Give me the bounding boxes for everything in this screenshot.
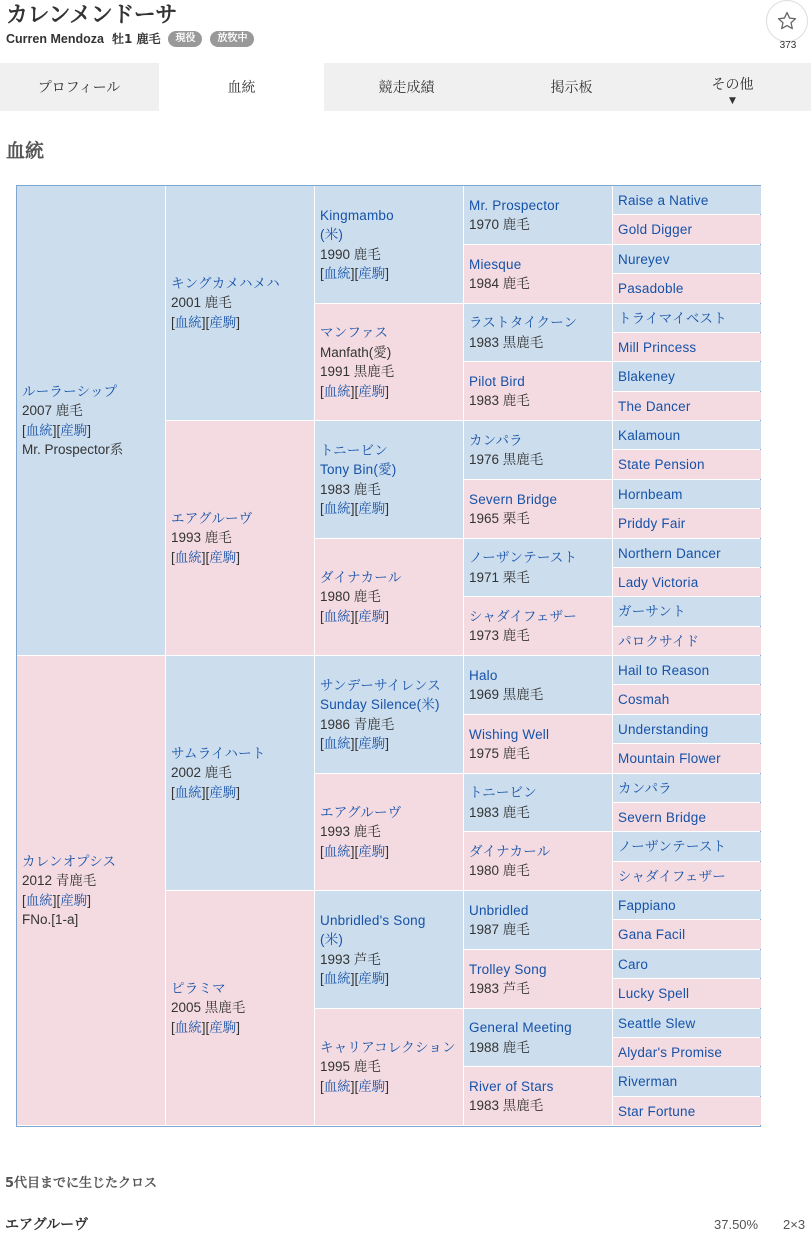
ancestor-name[interactable]: River of Stars — [469, 1078, 554, 1094]
pedigree-table — [16, 185, 761, 1127]
pedigree-cell-g4 — [464, 304, 612, 361]
ancestor-year-color: 1993 鹿毛 — [320, 824, 381, 840]
pedigree-links: [血統][産駒] — [22, 892, 92, 908]
pedigree-link[interactable]: 血統 — [174, 784, 202, 800]
pedigree-cell-g3 — [315, 186, 463, 303]
pedigree-cell-g3 — [315, 891, 463, 1008]
ancestor-year-color: 1984 鹿毛 — [469, 276, 530, 291]
tab-other[interactable] — [654, 63, 811, 111]
ancestor-year-color: 1993 鹿毛 — [171, 530, 232, 546]
offspring-link[interactable]: 産駒 — [358, 501, 386, 516]
offspring-link[interactable]: 産駒 — [209, 784, 237, 800]
pedigree-cell-g5 — [613, 392, 761, 420]
ancestor-name[interactable]: Severn Bridge — [618, 809, 707, 825]
pedigree-cell-g5 — [613, 1067, 761, 1096]
ancestor-year-color: 1991 黒鹿毛 — [320, 364, 395, 379]
pedigree-cell-g5 — [613, 421, 761, 449]
pedigree-cell-g3 — [315, 304, 463, 420]
ancestor-name[interactable]: サムライハート — [171, 745, 266, 761]
ancestor-year-color: 1965 栗毛 — [469, 511, 530, 526]
ancestor-name[interactable]: ダイナカール — [469, 843, 551, 859]
offspring-link[interactable]: 産駒 — [358, 383, 386, 399]
ancestor-name[interactable]: ルーラーシップ — [22, 383, 118, 399]
tab-board-label: 掲示板 — [550, 80, 593, 96]
ancestor-name-alt[interactable]: Sunday Silence(米) — [320, 697, 440, 712]
pedigree-cell-g5 — [613, 685, 761, 714]
chevron-down-icon: ▼ — [729, 96, 736, 106]
ancestor-year-color: 1976 黒鹿毛 — [469, 452, 544, 467]
offspring-link[interactable]: 産駒 — [60, 892, 88, 908]
ancestor-name[interactable]: カンパラ — [469, 432, 523, 448]
ancestor-name[interactable]: Seattle Slew — [618, 1015, 696, 1031]
pedigree-cell-g4 — [464, 891, 612, 949]
pedigree-links: [血統][産駒] — [320, 266, 390, 281]
ancestor-name[interactable]: General Meeting — [469, 1020, 572, 1035]
ancestor-name[interactable]: Fappiano — [618, 897, 676, 913]
cross-percent: 37.50% — [714, 1217, 759, 1232]
offspring-link[interactable]: 産駒 — [209, 314, 237, 330]
ancestor-name[interactable]: ノーザンテースト — [469, 550, 578, 565]
pedigree-cell-g5 — [613, 803, 761, 831]
pedigree-link[interactable]: 血統 — [174, 1019, 202, 1035]
ancestor-year-color: 1971 栗毛 — [469, 569, 530, 585]
ancestor-name[interactable]: Nureyev — [618, 251, 670, 267]
ancestor-name[interactable]: Understanding — [618, 721, 709, 737]
ancestor-name[interactable]: Kingmambo — [320, 207, 394, 223]
ancestor-year-color: 2007 鹿毛 — [22, 403, 83, 418]
pedigree-cell-g4 — [464, 715, 612, 773]
ancestor-name[interactable]: Halo — [469, 667, 498, 683]
ancestor-name[interactable]: シャダイフェザー — [618, 868, 726, 884]
pedigree-link[interactable]: 血統 — [25, 892, 53, 908]
pedigree-links: [血統][産駒] — [320, 501, 390, 516]
ancestor-name[interactable]: カレンオプシス — [22, 853, 117, 869]
ancestor-name[interactable]: Northern Dancer — [618, 545, 721, 561]
pedigree-cell-g5 — [613, 215, 761, 244]
ancestor-name[interactable]: The Dancer — [618, 398, 691, 414]
pedigree-link[interactable]: 血統 — [323, 383, 351, 399]
pedigree-cell-g5 — [613, 186, 761, 214]
ancestor-extra: FNo.[1-a] — [22, 912, 79, 927]
status-badge-active: 現役 — [168, 31, 202, 47]
ancestor-year-color: 1988 鹿毛 — [469, 1039, 530, 1055]
ancestor-year-color: 1973 鹿毛 — [469, 628, 530, 643]
ancestor-name[interactable]: パロクサイド — [618, 633, 700, 649]
page-header — [0, 0, 811, 62]
pedigree-link[interactable]: 血統 — [323, 843, 351, 859]
tab-profile[interactable] — [0, 63, 158, 111]
ancestor-name[interactable]: Kalamoun — [618, 427, 681, 443]
pedigree-cell-g4 — [464, 1009, 612, 1066]
offspring-link[interactable]: 産駒 — [358, 736, 386, 751]
pedigree-link[interactable]: 血統 — [174, 549, 202, 565]
ancestor-name[interactable]: キングカメハメハ — [171, 275, 280, 291]
ancestor-name[interactable]: マンファス — [320, 325, 389, 340]
ancestor-name[interactable]: Riverman — [618, 1074, 678, 1090]
pedigree-cell-g2 — [166, 891, 314, 1125]
horse-name-en: Curren Mendoza — [6, 31, 104, 46]
ancestor-year-color: 1980 鹿毛 — [469, 863, 530, 878]
ancestor-name[interactable]: Alydar's Promise — [618, 1044, 723, 1060]
pedigree-cell-g5 — [613, 1097, 761, 1125]
pedigree-link[interactable]: 血統 — [323, 736, 351, 751]
ancestor-name[interactable]: Wishing Well — [469, 726, 550, 742]
offspring-link[interactable]: 産駒 — [358, 843, 386, 859]
tab-pedigree[interactable] — [159, 63, 324, 111]
pedigree-link[interactable]: 血統 — [174, 314, 202, 330]
pedigree-link[interactable]: 血統 — [323, 501, 351, 516]
pedigree-cell-g5 — [613, 862, 761, 890]
tab-other-label: その他 — [711, 77, 754, 93]
ancestor-year-color: 1983 鹿毛 — [469, 804, 530, 820]
pedigree-cell-g5 — [613, 920, 761, 949]
pedigree-links: [血統][産駒] — [171, 314, 241, 330]
pedigree-cell-g4 — [464, 832, 612, 890]
pedigree-link[interactable]: 血統 — [25, 422, 53, 438]
pedigree-cell-g4 — [464, 480, 612, 538]
ancestor-name[interactable]: Severn Bridge — [469, 491, 558, 507]
pedigree-cell-g5 — [613, 627, 761, 655]
offspring-link[interactable]: 産駒 — [209, 1019, 237, 1035]
ancestor-name[interactable]: ダイナカール — [320, 569, 402, 585]
ancestor-year-color: 1983 黒鹿毛 — [469, 334, 544, 350]
ancestor-name[interactable]: トニービン — [320, 442, 388, 458]
ancestor-name[interactable]: ピラミマ — [171, 980, 226, 996]
pedigree-cell-g5 — [613, 715, 761, 743]
ancestor-name[interactable]: Mill Princess — [618, 339, 697, 355]
pedigree-cell-g4 — [464, 597, 612, 655]
ancestor-name-alt[interactable]: Tony Bin(愛) — [320, 462, 397, 477]
pedigree-cell-g5 — [613, 509, 761, 538]
pedigree-cell-g5 — [613, 274, 761, 303]
pedigree-cell-g2 — [166, 186, 314, 420]
pedigree-cell-g5 — [613, 891, 761, 919]
ancestor-name[interactable]: Raise a Native — [618, 192, 709, 208]
ancestor-name[interactable]: State Pension — [618, 457, 705, 473]
star-icon — [776, 10, 798, 32]
pedigree-cell-g5 — [613, 245, 761, 273]
pedigree-cell-g5 — [613, 832, 761, 861]
tab-race-results-label: 競走成績 — [378, 80, 435, 96]
ancestor-year-color: 2001 鹿毛 — [171, 295, 232, 311]
offspring-link[interactable]: 産駒 — [358, 608, 386, 624]
ancestor-name[interactable]: Unbridled's Song — [320, 912, 426, 928]
pedigree-cell-g5 — [613, 480, 761, 508]
pedigree-link[interactable]: 血統 — [323, 971, 351, 986]
ancestor-name[interactable]: ガーサント — [618, 604, 686, 620]
ancestor-year-color: 1975 鹿毛 — [469, 746, 530, 761]
ancestor-name[interactable]: Pasadoble — [618, 281, 684, 297]
pedigree-links: [血統][産駒] — [320, 608, 390, 624]
ancestor-name[interactable]: トニービン — [469, 785, 537, 800]
ancestor-year-color: 1983 鹿毛 — [320, 481, 381, 497]
horse-sex-color: 牡1 鹿毛 — [111, 32, 161, 46]
pedigree-cell-g5 — [613, 744, 761, 773]
ancestor-name[interactable]: Priddy Fair — [618, 516, 686, 532]
ancestor-year-color: 1995 鹿毛 — [320, 1059, 381, 1075]
ancestor-year-color: 1970 鹿毛 — [469, 217, 530, 232]
ancestor-year-color: 1986 青鹿毛 — [320, 716, 395, 732]
pedigree-cell-g5 — [613, 597, 761, 626]
pedigree-cell-g4 — [464, 362, 612, 420]
tab-bar — [0, 63, 811, 111]
pedigree-cell-g4 — [464, 774, 612, 831]
pedigree-cell-g5 — [613, 1009, 761, 1037]
cross-section-title: 5代目までに生じたクロス — [5, 1176, 158, 1191]
pedigree-links: [血統][産駒] — [171, 549, 241, 565]
tab-race-results[interactable] — [324, 63, 489, 111]
pedigree-links: [血統][産駒] — [320, 736, 390, 751]
pedigree-links: [血統][産駒] — [320, 843, 390, 859]
pedigree-cell-g2 — [166, 656, 314, 890]
ancestor-name[interactable]: Unbridled — [469, 902, 529, 918]
pedigree-cell-g2 — [166, 421, 314, 655]
ancestor-year-color: 2002 鹿毛 — [171, 765, 232, 781]
offspring-link[interactable]: 産駒 — [358, 266, 386, 281]
pedigree-cell-g4 — [464, 950, 612, 1008]
ancestor-name-alt[interactable]: (米) — [320, 227, 344, 242]
offspring-link[interactable]: 産駒 — [209, 549, 237, 565]
pedigree-cell-g4 — [464, 245, 612, 303]
pedigree-cell-g5 — [613, 568, 761, 596]
ancestor-name[interactable]: カンパラ — [618, 780, 672, 796]
horse-subinfo — [6, 30, 254, 47]
ancestor-name[interactable]: エアグルーヴ — [171, 510, 253, 526]
pedigree-cell-g4 — [464, 539, 612, 596]
ancestor-name[interactable]: Star Fortune — [618, 1103, 696, 1119]
pedigree-link[interactable]: 血統 — [323, 1078, 351, 1094]
favorite-count: 373 — [779, 40, 797, 51]
pedigree-cell-g5 — [613, 539, 761, 567]
favorite-button[interactable] — [766, 0, 808, 42]
ancestor-year-color: 1969 黒鹿毛 — [469, 687, 544, 702]
pedigree-cell-g4 — [464, 421, 612, 479]
cross-horse-name[interactable]: エアグルーヴ — [5, 1217, 89, 1233]
pedigree-cell-g4 — [464, 1067, 612, 1125]
pedigree-links: [血統][産駒] — [320, 1078, 390, 1094]
ancestor-year-color: 1983 黒鹿毛 — [469, 1098, 544, 1113]
ancestor-name[interactable]: Hornbeam — [618, 486, 683, 502]
pedigree-cell-g3 — [315, 539, 463, 655]
cross-generations: 2×3 — [783, 1217, 806, 1232]
pedigree-link[interactable]: 血統 — [323, 266, 351, 281]
horse-name: カレンメンドーサ — [6, 3, 177, 28]
pedigree-links: [血統][産駒] — [171, 784, 241, 800]
ancestor-name[interactable]: Pilot Bird — [469, 373, 526, 389]
ancestor-name-alt[interactable]: (米) — [320, 932, 344, 947]
ancestor-name[interactable]: Gold Digger — [618, 222, 693, 238]
ancestor-year-color: 1993 芦毛 — [320, 951, 381, 967]
pedigree-link[interactable]: 血統 — [323, 608, 351, 624]
pedigree-cell-g3 — [315, 1009, 463, 1125]
pedigree-cell-g4 — [464, 186, 612, 244]
ancestor-year-color: 1987 鹿毛 — [469, 922, 530, 937]
ancestor-name[interactable]: Miesque — [469, 256, 522, 272]
ancestor-name-alt: Manfath(愛) — [320, 344, 392, 360]
pedigree-links: [血統][産駒] — [320, 971, 390, 986]
ancestor-name[interactable]: シャダイフェザー — [469, 608, 577, 624]
pedigree-links: [血統][産駒] — [171, 1019, 241, 1035]
ancestor-year-color: 1980 鹿毛 — [320, 589, 381, 605]
ancestor-name[interactable]: Caro — [618, 956, 649, 972]
pedigree-cell-g5 — [613, 979, 761, 1008]
pedigree-cell-g3 — [315, 774, 463, 890]
ancestor-year-color: 2005 黒鹿毛 — [171, 1000, 246, 1016]
pedigree-cell-g5 — [613, 450, 761, 479]
ancestor-name[interactable]: Hail to Reason — [618, 662, 710, 678]
ancestor-name[interactable]: サンデーサイレンス — [320, 677, 441, 693]
pedigree-cell-g5 — [613, 304, 761, 332]
ancestor-year-color: 1990 鹿毛 — [320, 246, 381, 262]
pedigree-cell-g3 — [315, 421, 463, 538]
pedigree-cell-g1 — [17, 656, 165, 1125]
ancestor-name[interactable]: Trolley Song — [469, 961, 547, 977]
ancestor-extra: Mr. Prospector系 — [22, 442, 124, 457]
tab-profile-label: プロフィール — [37, 80, 121, 96]
status-badge-grazing: 放牧中 — [210, 31, 254, 47]
pedigree-cell-g5 — [613, 333, 761, 361]
ancestor-name[interactable]: エアグルーヴ — [320, 804, 402, 820]
tab-pedigree-label: 血統 — [227, 80, 256, 96]
ancestor-name[interactable]: Blakeney — [618, 369, 676, 385]
pedigree-links: [血統][産駒] — [320, 383, 390, 399]
ancestor-year-color: 1983 鹿毛 — [469, 393, 530, 408]
pedigree-links: [血統][産駒] — [22, 422, 92, 438]
pedigree-cell-g1 — [17, 186, 165, 655]
section-title: 血統 — [6, 140, 45, 162]
pedigree-cell-g3 — [315, 656, 463, 773]
ancestor-year-color: 1983 芦毛 — [469, 981, 530, 996]
pedigree-cell-g5 — [613, 774, 761, 802]
ancestor-name[interactable]: ラストタイクーン — [469, 315, 578, 330]
tab-board[interactable] — [489, 63, 654, 111]
pedigree-cell-g5 — [613, 950, 761, 978]
pedigree-cell-g5 — [613, 362, 761, 391]
pedigree-cell-g4 — [464, 656, 612, 714]
ancestor-name[interactable]: Mountain Flower — [618, 751, 721, 767]
ancestor-name[interactable]: Gana Facil — [618, 927, 686, 943]
pedigree-cell-g5 — [613, 656, 761, 684]
offspring-link[interactable]: 産駒 — [60, 422, 88, 438]
ancestor-name[interactable]: Mr. Prospector — [469, 197, 560, 213]
pedigree-cell-g5 — [613, 1038, 761, 1066]
ancestor-year-color: 2012 青鹿毛 — [22, 873, 97, 888]
offspring-link[interactable]: 産駒 — [358, 1078, 386, 1094]
ancestor-name[interactable]: Cosmah — [618, 692, 670, 708]
ancestor-name[interactable]: ノーザンテースト — [618, 839, 727, 855]
ancestor-name[interactable]: トライマイベスト — [618, 310, 727, 326]
ancestor-name[interactable]: キャリアコレクション — [320, 1039, 456, 1055]
offspring-link[interactable]: 産駒 — [358, 971, 386, 986]
ancestor-name[interactable]: Lucky Spell — [618, 986, 690, 1002]
ancestor-name[interactable]: Lady Victoria — [618, 574, 699, 590]
